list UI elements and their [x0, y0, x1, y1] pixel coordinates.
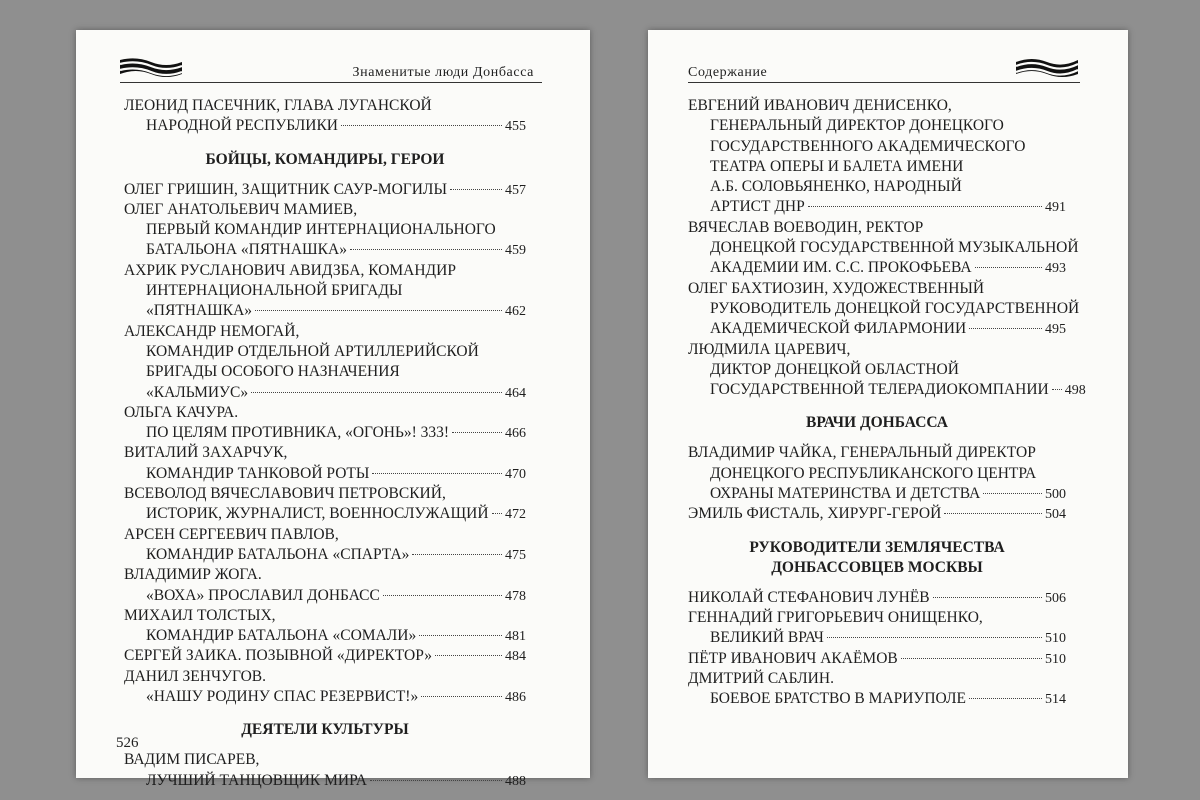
toc-page-number: 484 [505, 649, 526, 665]
toc-entry-last-line [688, 628, 1066, 648]
toc-entry-title: БРИГАДЫ ОСОБОГО НАЗНАЧЕНИЯ [146, 363, 400, 381]
toc-entry-title: «КАЛЬМИУС» [146, 383, 249, 401]
section-heading-line: ДЕЯТЕЛИ КУЛЬТУРЫ [241, 721, 409, 739]
dot-leader [412, 554, 502, 555]
toc-entry[interactable] [124, 606, 526, 647]
toc-entry-title: АКАДЕМИИ ИМ. С.С. ПРОКОФЬЕВА [710, 259, 972, 277]
dot-leader [901, 658, 1042, 659]
dot-leader [350, 249, 502, 250]
toc-entry-title: ДАНИЛ ЗЕНЧУГОВ. [124, 667, 266, 685]
toc-page-number: 459 [505, 243, 526, 259]
toc-entry[interactable] [124, 261, 526, 322]
toc-entry-title: ДОНЕЦКОЙ ГОСУДАРСТВЕННОЙ МУЗЫКАЛЬНОЙ [710, 239, 1079, 257]
dot-leader [975, 267, 1042, 268]
toc-entry-last-line [124, 116, 526, 136]
toc-entry[interactable] [688, 279, 1080, 340]
toc-entry-title: КОМАНДИР ОТДЕЛЬНОЙ АРТИЛЛЕРИЙСКОЙ [146, 342, 479, 360]
toc-entry-title: БОЕВОЕ БРАТСТВО В МАРИУПОЛЕ [710, 690, 966, 708]
dot-leader [383, 595, 502, 596]
toc-entry[interactable] [124, 525, 526, 566]
header-rule [120, 82, 542, 83]
dot-leader [492, 513, 502, 514]
toc-entry[interactable] [124, 403, 526, 444]
toc-entry-title: ВАДИМ ПИСАРЕВ, [124, 751, 260, 769]
toc-page-number: 514 [1045, 692, 1066, 708]
toc-entry-title: ВЕЛИКИЙ ВРАЧ [710, 629, 824, 647]
toc-entry-last-line [688, 689, 1066, 709]
toc-entry[interactable] [124, 565, 526, 606]
toc-page-number: 504 [1045, 507, 1066, 523]
section-heading [688, 413, 1066, 433]
toc-entry-title: ВСЕВОЛОД ВЯЧЕСЛАВОВИЧ ПЕТРОВСКИЙ, [124, 485, 446, 503]
toc-entry[interactable] [124, 322, 526, 403]
toc-entry[interactable] [124, 646, 526, 666]
toc-entry-last-line [688, 319, 1066, 339]
toc-entry-title: ОХРАНЫ МАТЕРИНСТВА И ДЕТСТВА [710, 485, 981, 503]
toc-entry-last-line [688, 588, 1066, 608]
right-page [648, 30, 1128, 778]
dot-leader [421, 696, 502, 697]
toc-entry-title: ИНТЕРНАЦИОНАЛЬНОЙ БРИГАДЫ [146, 282, 403, 300]
dot-leader [452, 432, 502, 433]
toc-entry-title: КОМАНДИР ТАНКОВОЙ РОТЫ [146, 464, 370, 482]
toc-entry-title: НАРОДНОЙ РЕСПУБЛИКИ [146, 117, 338, 135]
toc-page-number: 495 [1045, 322, 1066, 338]
toc-entry[interactable] [124, 667, 526, 708]
toc-entry[interactable] [124, 750, 526, 791]
toc-page-number: 462 [505, 304, 526, 320]
toc-entry[interactable] [688, 588, 1066, 608]
toc-entry[interactable] [688, 504, 1066, 524]
toc-entry-title: ВИТАЛИЙ ЗАХАРЧУК, [124, 444, 288, 462]
toc-page-number: 464 [505, 385, 526, 401]
toc-entry[interactable] [688, 669, 1066, 710]
st-george-ribbon-icon [120, 56, 182, 80]
toc-page-number: 486 [505, 690, 526, 706]
toc-entry[interactable] [688, 443, 1066, 504]
toc-entry-title: ОЛЕГ ГРИШИН, ЗАЩИТНИК САУР-МОГИЛЫ [124, 180, 447, 198]
toc-page-number: 510 [1045, 631, 1066, 647]
left-page [76, 30, 590, 789]
dot-leader [969, 328, 1042, 329]
st-george-ribbon-icon [1016, 56, 1078, 80]
toc-entry-title: ВЯЧЕСЛАВ ВОЕВОДИН, РЕКТОР [688, 218, 924, 236]
toc-entry-title: БАТАЛЬОНА «ПЯТНАШКА» [146, 241, 347, 259]
toc-entry-title: ОЛЬГА КАЧУРА. [124, 403, 239, 421]
section-heading-line: ДОНБАССОВЦЕВ МОСКВЫ [771, 558, 983, 576]
toc-entry[interactable] [124, 180, 526, 200]
toc-entry-title: ДОНЕЦКОГО РЕСПУБЛИКАНСКОГО ЦЕНТРА [710, 464, 1037, 482]
toc-entry-title: ПЕРВЫЙ КОМАНДИР ИНТЕРНАЦИОНАЛЬНОГО [146, 221, 496, 239]
section-heading [124, 150, 526, 170]
page-number: 526 [116, 735, 139, 751]
toc-entry-last-line [688, 258, 1066, 278]
toc-entry-last-line [688, 197, 1066, 217]
running-head: Содержание [688, 65, 768, 80]
toc-page-number: 510 [1045, 651, 1066, 667]
toc-entry-title: «ВОХА» ПРОСЛАВИЛ ДОНБАСС [146, 586, 380, 604]
toc-entry-title: ВЛАДИМИР ЖОГА. [124, 566, 262, 584]
toc-entry-title: ГЕННАДИЙ ГРИГОРЬЕВИЧ ОНИЩЕНКО, [688, 608, 983, 626]
toc-entry[interactable] [688, 608, 1066, 649]
toc-entry[interactable] [688, 96, 1066, 218]
toc-entry-title: ЛЕОНИД ПАСЕЧНИК, ГЛАВА ЛУГАНСКОЙ [124, 97, 432, 114]
dot-leader [255, 310, 502, 311]
toc-entry-last-line [124, 586, 526, 606]
toc-page-number: 475 [505, 547, 526, 563]
toc-entry-title: ДМИТРИЙ САБЛИН. [688, 669, 834, 687]
toc-entry[interactable] [124, 484, 526, 525]
toc-page-number: 478 [505, 588, 526, 604]
toc-entry-title: ВЛАДИМИР ЧАЙКА, ГЕНЕРАЛЬНЫЙ ДИРЕКТОР [688, 444, 1036, 462]
toc-entry-title: АЛЕКСАНДР НЕМОГАЙ, [124, 322, 300, 340]
toc-entry-title: ПЁТР ИВАНОВИЧ АКАЁМОВ [688, 649, 898, 667]
toc-page-number: 491 [1045, 200, 1066, 216]
toc-entry[interactable] [688, 340, 1086, 401]
toc-entry-last-line [688, 649, 1066, 669]
dot-leader [251, 392, 502, 393]
dot-leader [808, 206, 1042, 207]
dot-leader [341, 125, 502, 126]
toc-entry-title: АРТИСТ ДНР [710, 198, 805, 216]
toc-entry-title: КОМАНДИР БАТАЛЬОНА «СОМАЛИ» [146, 627, 417, 645]
toc-entry-title: ЛУЧШИЙ ТАНЦОВЩИК МИРА [146, 771, 367, 789]
dot-leader [827, 637, 1042, 638]
toc-entry-last-line [688, 504, 1066, 524]
toc-page-number: 457 [505, 182, 526, 198]
toc-page-number: 455 [505, 119, 526, 135]
toc-entry-last-line [124, 301, 526, 321]
toc-page-number: 506 [1045, 590, 1066, 606]
toc-entry-title: А.Б. СОЛОВЬЯНЕНКО, НАРОДНЫЙ [710, 178, 962, 196]
section-heading-line: РУКОВОДИТЕЛИ ЗЕМЛЯЧЕСТВА [749, 538, 1005, 556]
toc-entry-title: «НАШУ РОДИНУ СПАС РЕЗЕРВИСТ!» [146, 688, 419, 706]
toc-page-number: 500 [1045, 487, 1066, 503]
toc-entry-last-line [124, 687, 526, 707]
toc-entry-last-line [124, 464, 526, 484]
toc-entry-title: ГОСУДАРСТВЕННОГО АКАДЕМИЧЕСКОГО [710, 137, 1026, 155]
toc-entry-title: ГОСУДАРСТВЕННОЙ ТЕЛЕРАДИОКОМПАНИИ [710, 381, 1049, 399]
toc-page-number: 466 [505, 426, 526, 442]
toc-entry-last-line [688, 484, 1066, 504]
toc-entry-title: ТЕАТРА ОПЕРЫ И БАЛЕТА ИМЕНИ [710, 157, 964, 175]
dot-leader [969, 698, 1042, 699]
toc-entry-title: АРСЕН СЕРГЕЕВИЧ ПАВЛОВ, [124, 525, 339, 543]
toc-page-number: 470 [505, 466, 526, 482]
toc-entry[interactable] [124, 443, 526, 484]
toc-entry-title: СЕРГЕЙ ЗАИКА. ПОЗЫВНОЙ «ДИРЕКТОР» [124, 647, 432, 665]
section-heading-line: ВРАЧИ ДОНБАССА [805, 414, 949, 432]
toc-entry-title: ПО ЦЕЛЯМ ПРОТИВНИКА, «ОГОНЬ»! 333! [146, 424, 450, 442]
section-heading-line: БОЙЦЫ, КОМАНДИРЫ, ГЕРОИ [205, 150, 445, 168]
toc-entry-title: ЭМИЛЬ ФИСТАЛЬ, ХИРУРГ-ГЕРОЙ [688, 505, 942, 523]
dot-leader [983, 493, 1042, 494]
toc-entry-title: «ПЯТНАШКА» [146, 302, 253, 320]
toc-page-number: 493 [1045, 261, 1066, 277]
toc-entry-last-line [124, 504, 526, 524]
toc-entry[interactable] [688, 218, 1079, 279]
dot-leader [370, 780, 502, 781]
toc-entry-title: РУКОВОДИТЕЛЬ ДОНЕЦКОЙ ГОСУДАРСТВЕННОЙ [710, 299, 1080, 317]
toc-entry-last-line [124, 646, 526, 666]
section-heading [124, 720, 526, 740]
toc-entry-last-line [124, 423, 526, 443]
toc-entry-title: ЛЮДМИЛА ЦАРЕВИЧ, [688, 340, 851, 358]
toc-entry-last-line [124, 545, 526, 565]
toc-entry-title: НИКОЛАЙ СТЕФАНОВИЧ ЛУНЁВ [688, 588, 930, 606]
toc-entry-title: ДИКТОР ДОНЕЦКОЙ ОБЛАСТНОЙ [710, 360, 959, 378]
dot-leader [419, 635, 502, 636]
toc-entry-title: МИХАИЛ ТОЛСТЫХ, [124, 606, 276, 624]
toc-page-number: 498 [1064, 383, 1086, 399]
toc-entry-title: ОЛЕГ БАХТИОЗИН, ХУДОЖЕСТВЕННЫЙ [688, 279, 985, 297]
toc-entry-title: АКАДЕМИЧЕСКОЙ ФИЛАРМОНИИ [710, 320, 967, 338]
toc-entry-last-line [124, 383, 526, 403]
dot-leader [1052, 389, 1062, 390]
toc-entry[interactable] [124, 96, 526, 137]
toc-entry-last-line [124, 771, 526, 791]
dot-leader [372, 473, 502, 474]
header-rule [688, 82, 1080, 83]
toc-entry-title: ИСТОРИК, ЖУРНАЛИСТ, ВОЕННОСЛУЖАЩИЙ [146, 505, 489, 523]
toc-page-number: 488 [505, 773, 526, 789]
toc-page-number: 481 [505, 629, 526, 645]
toc-entry-title: КОМАНДИР БАТАЛЬОНА «СПАРТА» [146, 545, 410, 563]
toc-entry[interactable] [688, 649, 1066, 669]
dot-leader [933, 597, 1042, 598]
toc-entry-last-line [124, 626, 526, 646]
section-heading [688, 538, 1066, 578]
running-head: Знаменитые люди Донбасса [352, 65, 534, 80]
dot-leader [435, 655, 502, 656]
toc-page-number: 472 [505, 507, 526, 523]
dot-leader [450, 189, 502, 190]
toc-entry-title: ГЕНЕРАЛЬНЫЙ ДИРЕКТОР ДОНЕЦКОГО [710, 117, 1004, 135]
toc-entry-title: АХРИК РУСЛАНОВИЧ АВИДЗБА, КОМАНДИР [124, 261, 456, 279]
toc-entry-title: ЕВГЕНИЙ ИВАНОВИЧ ДЕНИСЕНКО, [688, 97, 952, 114]
toc-entry[interactable] [124, 200, 526, 261]
toc-entry-title: ОЛЕГ АНАТОЛЬЕВИЧ МАМИЕВ, [124, 200, 358, 218]
dot-leader [944, 513, 1042, 514]
table-of-contents [124, 96, 526, 791]
toc-entry-last-line [688, 380, 1086, 400]
table-of-contents [688, 96, 1086, 709]
toc-entry-last-line [124, 180, 526, 200]
toc-entry-last-line [124, 240, 526, 260]
